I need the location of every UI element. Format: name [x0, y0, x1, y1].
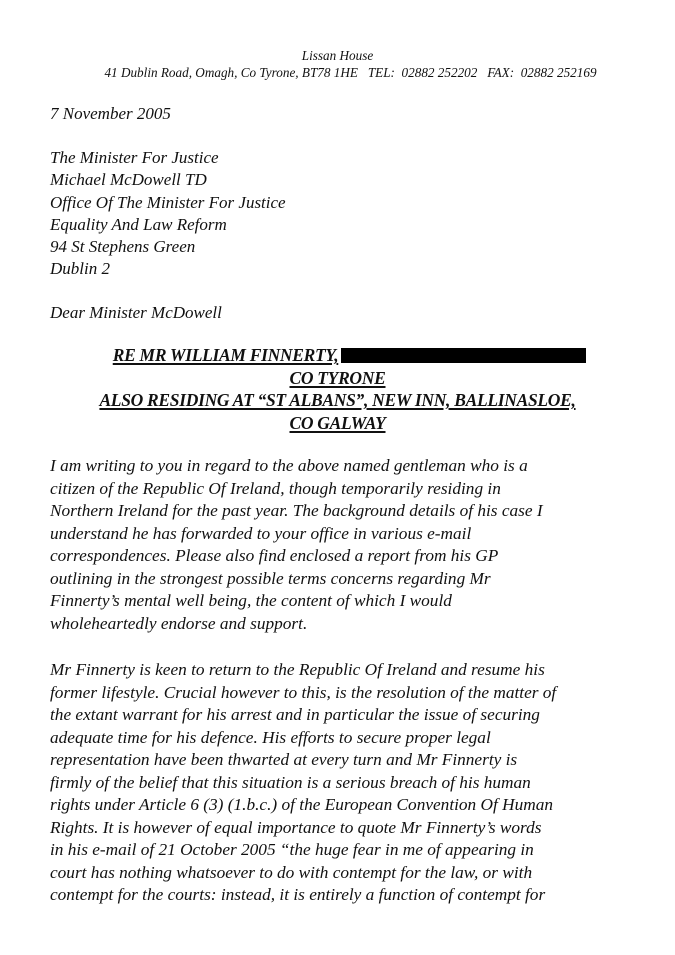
text-line: contempt for the courts: instead, it is entirely a function of contempt for — [50, 885, 546, 904]
letterhead — [0, 47, 675, 81]
letter-date: 7 November 2005 — [50, 104, 171, 123]
text-line: in his e-mail of 21 October 2005 “the huge fear in me of appearing in — [50, 840, 534, 859]
text-line: citizen of the Republic Of Ireland, though temporarily residing in — [50, 478, 501, 498]
text-line: firmly of the belief that this situation is a serious breach of his human — [50, 772, 531, 792]
recipient-line: Dublin 2 — [50, 259, 110, 279]
recipient-line: Equality And Law Reform — [50, 214, 227, 234]
text-line: Northern Ireland for the past year. The background details of his case I — [50, 501, 543, 520]
recipient-line: Michael McDowell TD — [50, 170, 207, 190]
recipient-address — [50, 147, 286, 281]
text-line: rights under Article 6 (3) (1.b.c.) of the European Convention Of Human — [50, 795, 554, 814]
recipient-line: 94 St Stephens Green — [50, 237, 196, 257]
subject-line-3: ALSO RESIDING AT “ST ALBANS”, NEW INN, BALLINASLOE, — [99, 390, 576, 410]
text-line: correspondences. Please also find enclosed a report from his GP — [50, 546, 499, 565]
recipient-line: Office Of The Minister For Justice — [50, 192, 286, 212]
text-line: court has nothing whatsoever to do with contempt for the law, or with — [50, 862, 533, 882]
text-line: Rights. It is however of equal importance to quote Mr Finnerty’s words — [50, 817, 542, 837]
letterhead-name: Lissan House — [301, 48, 374, 63]
subject-line-1 — [113, 344, 587, 367]
body-paragraph-2 — [50, 659, 650, 907]
redaction-bar — [341, 348, 586, 363]
subject-line-1-text: RE MR WILLIAM FINNERTY, — [112, 345, 339, 365]
subject-line-2: CO TYRONE — [289, 367, 386, 388]
text-line: outlining in the strongest possible terms concerns regarding Mr — [50, 568, 491, 588]
text-line: Mr Finnerty is keen to return to the Republic Of Ireland and resume his — [50, 660, 545, 679]
text-line: wholeheartedly endorse and support. — [50, 613, 308, 633]
subject-line-4: CO GALWAY — [289, 412, 386, 433]
text-line: the extant warrant for his arrest and in particular the issue of securing — [50, 705, 540, 724]
text-line: adequate time for his defence. His efforts to secure proper legal — [50, 727, 491, 747]
subject-heading — [0, 344, 675, 434]
text-line: former lifestyle. Crucial however to this, is the resolution of the matter of — [50, 682, 557, 702]
text-line: Finnerty’s mental well being, the content of which I would — [50, 591, 452, 610]
text-line: I am writing to you in regard to the above named gentleman who is a — [50, 456, 528, 475]
letterhead-address: 41 Dublin Road, Omagh, Co Tyrone, BT78 1HE TEL: 02882 252202 FAX: 02882 252169 — [104, 65, 597, 80]
salutation: Dear Minister McDowell — [50, 303, 222, 322]
body-paragraph-1 — [50, 455, 650, 635]
text-line: understand he has forwarded to your office in various e-mail — [50, 523, 472, 543]
recipient-line: The Minister For Justice — [50, 148, 219, 167]
text-line: representation have been thwarted at every turn and Mr Finnerty is — [50, 750, 518, 769]
